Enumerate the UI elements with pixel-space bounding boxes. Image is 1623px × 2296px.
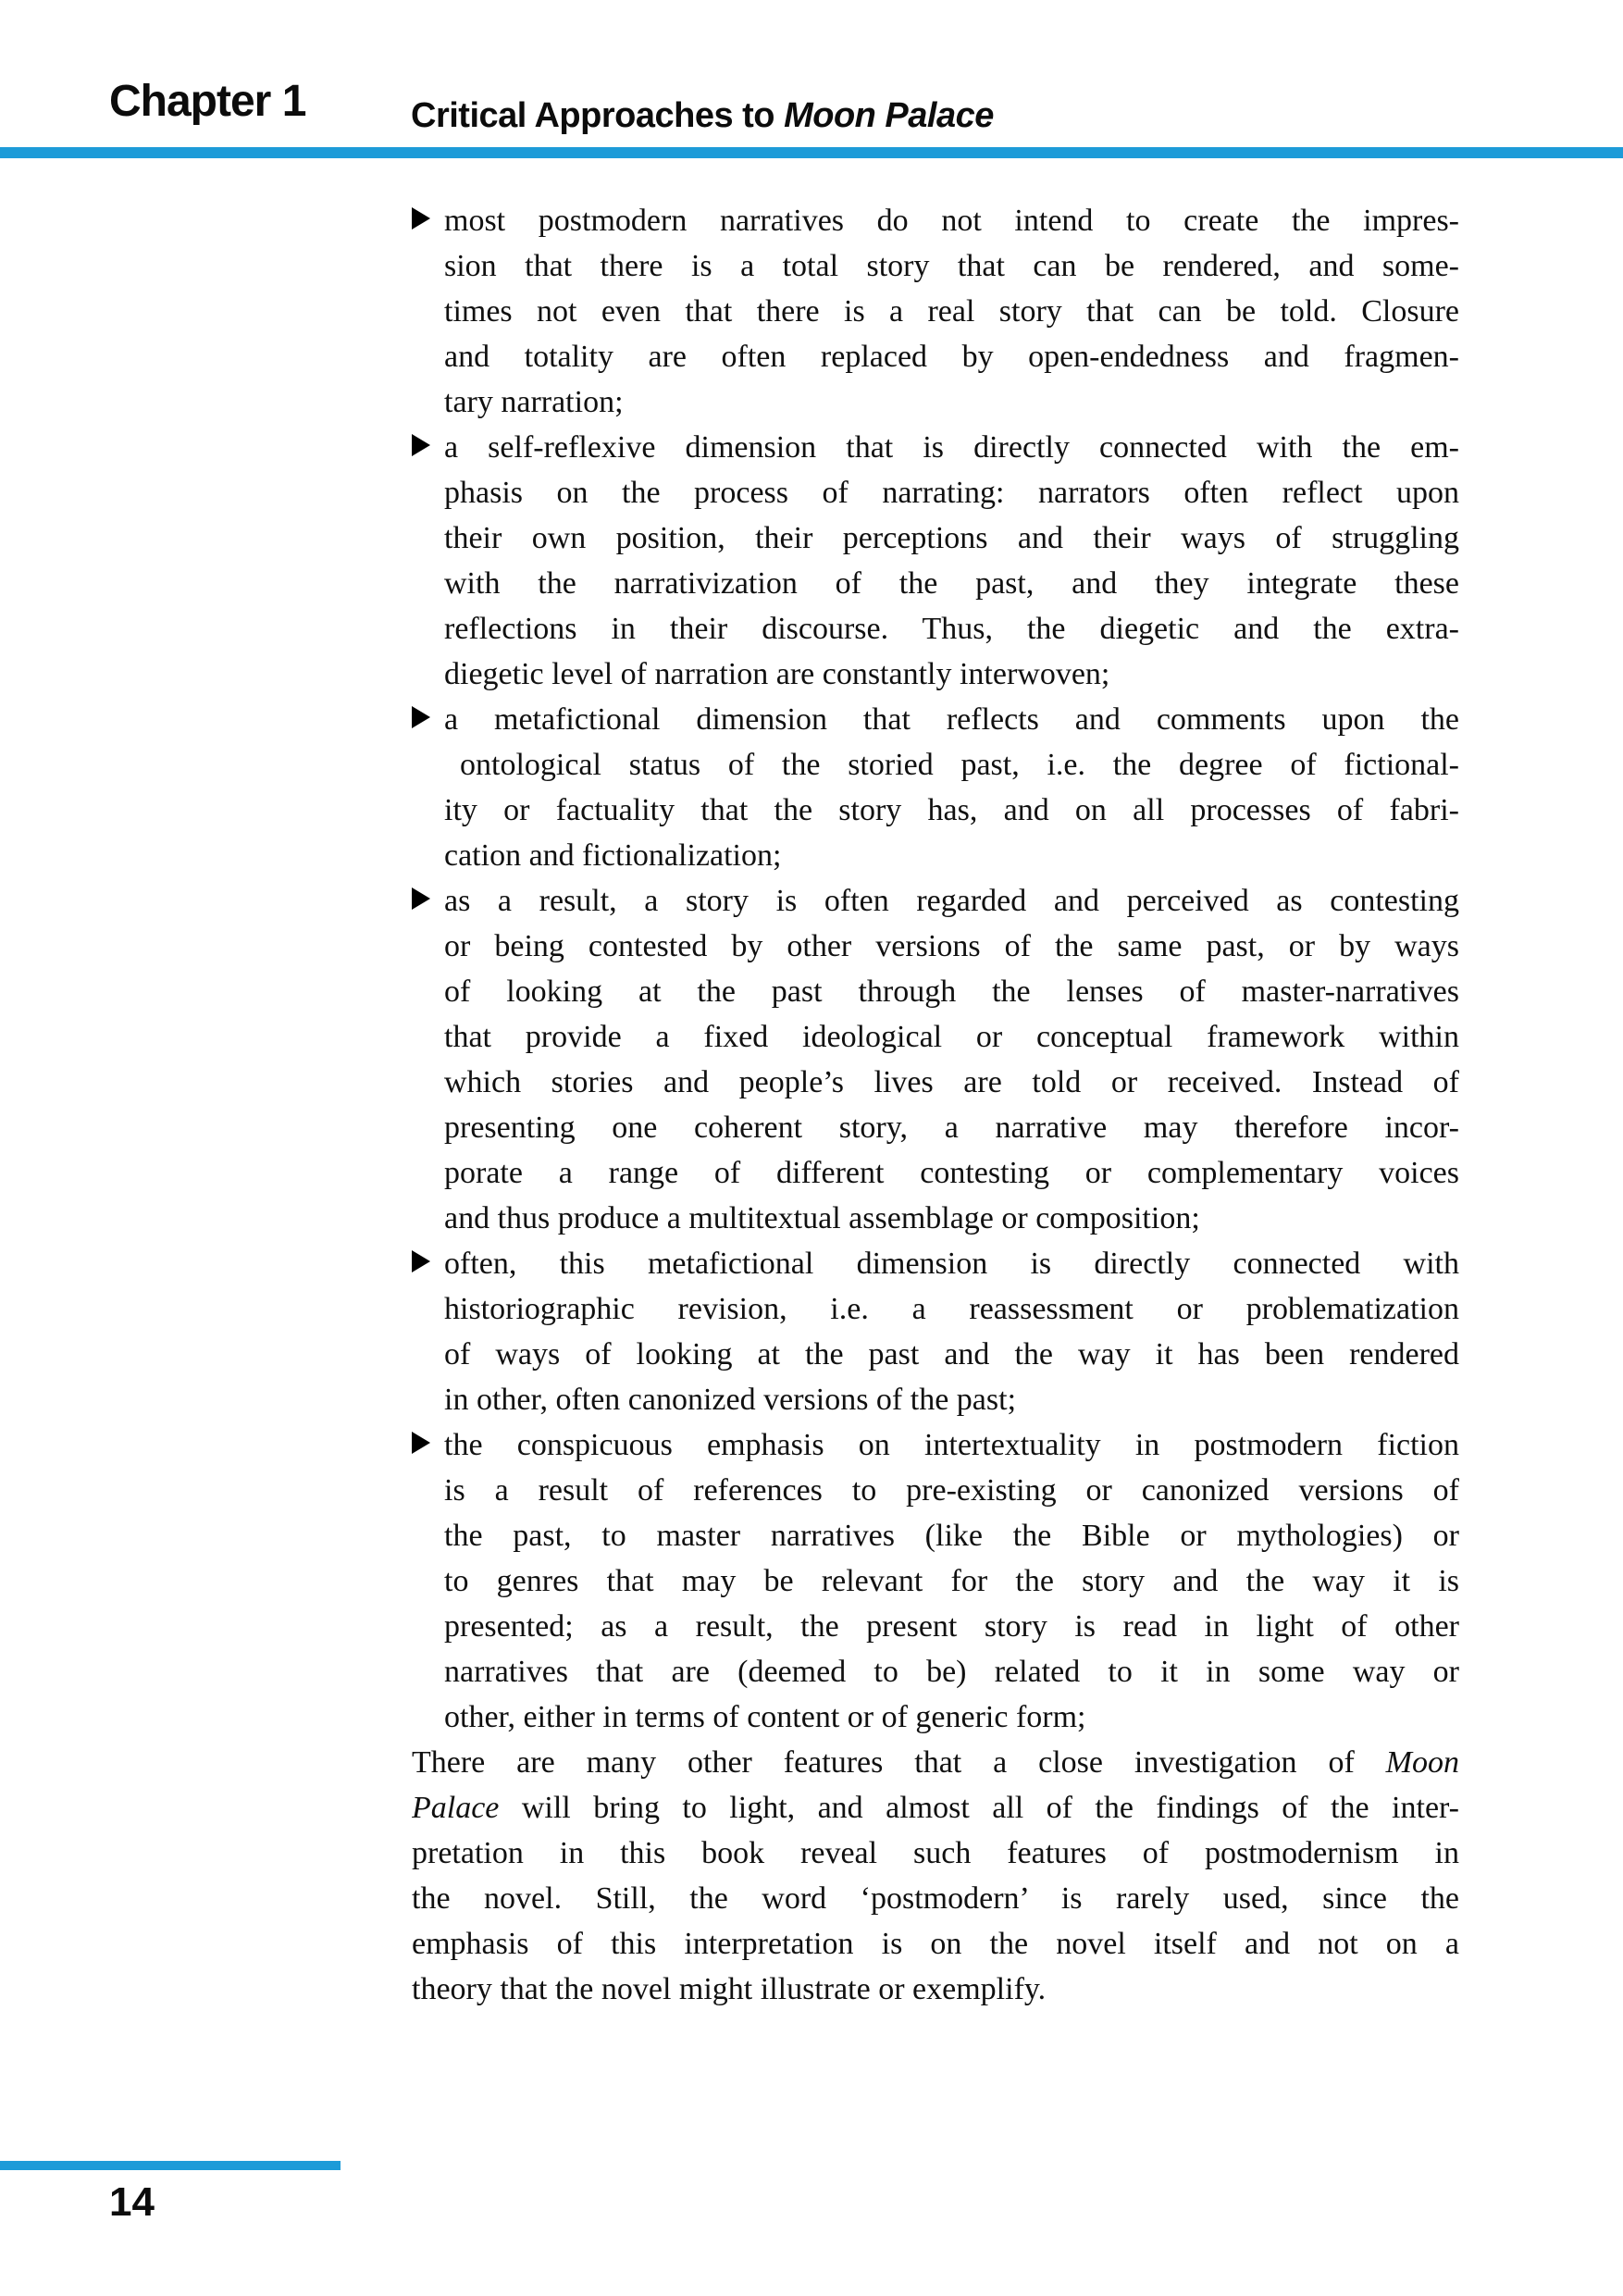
text-line: emphasis of this interpretation is on the novel itself and not on a xyxy=(412,1927,1459,1961)
text-line: the past, to master narratives (like the Bible or mythologies) or xyxy=(444,1519,1459,1553)
chapter-title-book-name: Moon Palace xyxy=(784,96,994,135)
bullet-lines xyxy=(444,1241,1459,1422)
bullet-item xyxy=(412,697,1459,878)
text-line: reflections in their discourse. Thus, the diegetic and the extra- xyxy=(444,612,1459,646)
text-line: There are many other features that a close investigation of Moon xyxy=(412,1745,1459,1780)
bullet-list xyxy=(412,198,1459,1740)
text-line: as a result, a story is often regarded and perceived as contesting xyxy=(444,884,1459,918)
closing-paragraph xyxy=(412,1740,1459,2012)
text-line: cation and fictionalization; xyxy=(444,838,782,873)
text-line: to genres that may be relevant for the story and the way it is xyxy=(444,1564,1459,1598)
chapter-label: Chapter 1 xyxy=(109,77,306,126)
text-line: and totality are often replaced by open-endedness and fragmen- xyxy=(444,340,1459,374)
bullet-triangle-icon xyxy=(412,697,444,742)
text-line: phasis on the process of narrating: narrators often reflect upon xyxy=(444,476,1459,510)
text-line: other, either in terms of content or of generic form; xyxy=(444,1700,1086,1734)
text-line: often, this metafictional dimension is directly connected with xyxy=(444,1247,1459,1281)
bullet-item xyxy=(412,1241,1459,1422)
text-line: and thus produce a multitextual assemblage or composition; xyxy=(444,1201,1200,1235)
text-line: a self-reflexive dimension that is directly connected with the em- xyxy=(444,430,1459,465)
bullet-item xyxy=(412,1422,1459,1740)
bullet-item xyxy=(412,198,1459,425)
bullet-triangle-icon xyxy=(412,198,444,243)
text-line: presenting one coherent story, a narrative may therefore incor- xyxy=(444,1111,1459,1145)
text-line: their own position, their perceptions and their ways of struggling xyxy=(444,521,1459,555)
bullet-lines xyxy=(444,878,1459,1241)
text-line: that provide a fixed ideological or conceptual framework within xyxy=(444,1020,1459,1054)
text-line: ity or factuality that the story has, and on all processes of fabri- xyxy=(444,793,1459,827)
text-line: times not even that there is a real story that can be told. Closure xyxy=(444,294,1459,329)
page-number: 14 xyxy=(109,2179,155,2225)
text-line: in other, often canonized versions of the past; xyxy=(444,1383,1017,1417)
text-line: historiographic revision, i.e. a reassessment or problematization xyxy=(444,1292,1459,1326)
bullet-lines xyxy=(444,198,1459,425)
text-line: of looking at the past through the lenses of master-narratives xyxy=(444,974,1459,1009)
text-line: porate a range of different contesting or complementary voices xyxy=(444,1156,1459,1190)
bullet-lines xyxy=(444,1422,1459,1740)
text-line: the conspicuous emphasis on intertextuality in postmodern fiction xyxy=(444,1428,1459,1462)
text-line: ontological status of the storied past, i.e. the degree of fictional- xyxy=(444,748,1459,782)
header-rule xyxy=(0,147,1623,158)
text-line: which stories and people’s lives are told or received. Instead of xyxy=(444,1065,1459,1099)
bullet-item xyxy=(412,425,1459,697)
bullet-triangle-icon xyxy=(412,1241,444,1286)
text-line: the novel. Still, the word ‘postmodern’ is rarely used, since the xyxy=(412,1881,1459,1916)
text-line: is a result of references to pre-existing or canonized versions of xyxy=(444,1473,1459,1508)
text-line: with the narrativization of the past, and they integrate these xyxy=(444,566,1459,601)
text-line: theory that the novel might illustrate or exemplify. xyxy=(412,1972,1047,2006)
bullet-item xyxy=(412,878,1459,1241)
text-line: narratives that are (deemed to be) related to it in some way or xyxy=(444,1655,1459,1689)
text-line: presented; as a result, the present story is read in light of other xyxy=(444,1609,1459,1644)
text-line: Palace will bring to light, and almost all of the findings of the inter- xyxy=(412,1791,1459,1825)
text-line: or being contested by other versions of the same past, or by ways xyxy=(444,929,1459,963)
text-line: of ways of looking at the past and the way it has been rendered xyxy=(444,1337,1459,1371)
text-line: tary narration; xyxy=(444,385,624,419)
chapter-title xyxy=(411,98,994,133)
bullet-triangle-icon xyxy=(412,1422,444,1468)
bullet-lines xyxy=(444,697,1459,878)
bullet-triangle-icon xyxy=(412,425,444,470)
footer-rule xyxy=(0,2161,341,2170)
text-line: pretation in this book reveal such features of postmodernism in xyxy=(412,1836,1459,1870)
text-line: sion that there is a total story that can be rendered, and some- xyxy=(444,249,1459,283)
text-line: most postmodern narratives do not intend to create the impres- xyxy=(444,204,1459,238)
chapter-title-text: Critical Approaches to xyxy=(411,96,785,135)
bullet-triangle-icon xyxy=(412,878,444,924)
body-text xyxy=(412,198,1459,2012)
bullet-lines xyxy=(444,425,1459,697)
text-line: a metafictional dimension that reflects and comments upon the xyxy=(444,702,1459,737)
text-line: diegetic level of narration are constantly interwoven; xyxy=(444,657,1110,691)
